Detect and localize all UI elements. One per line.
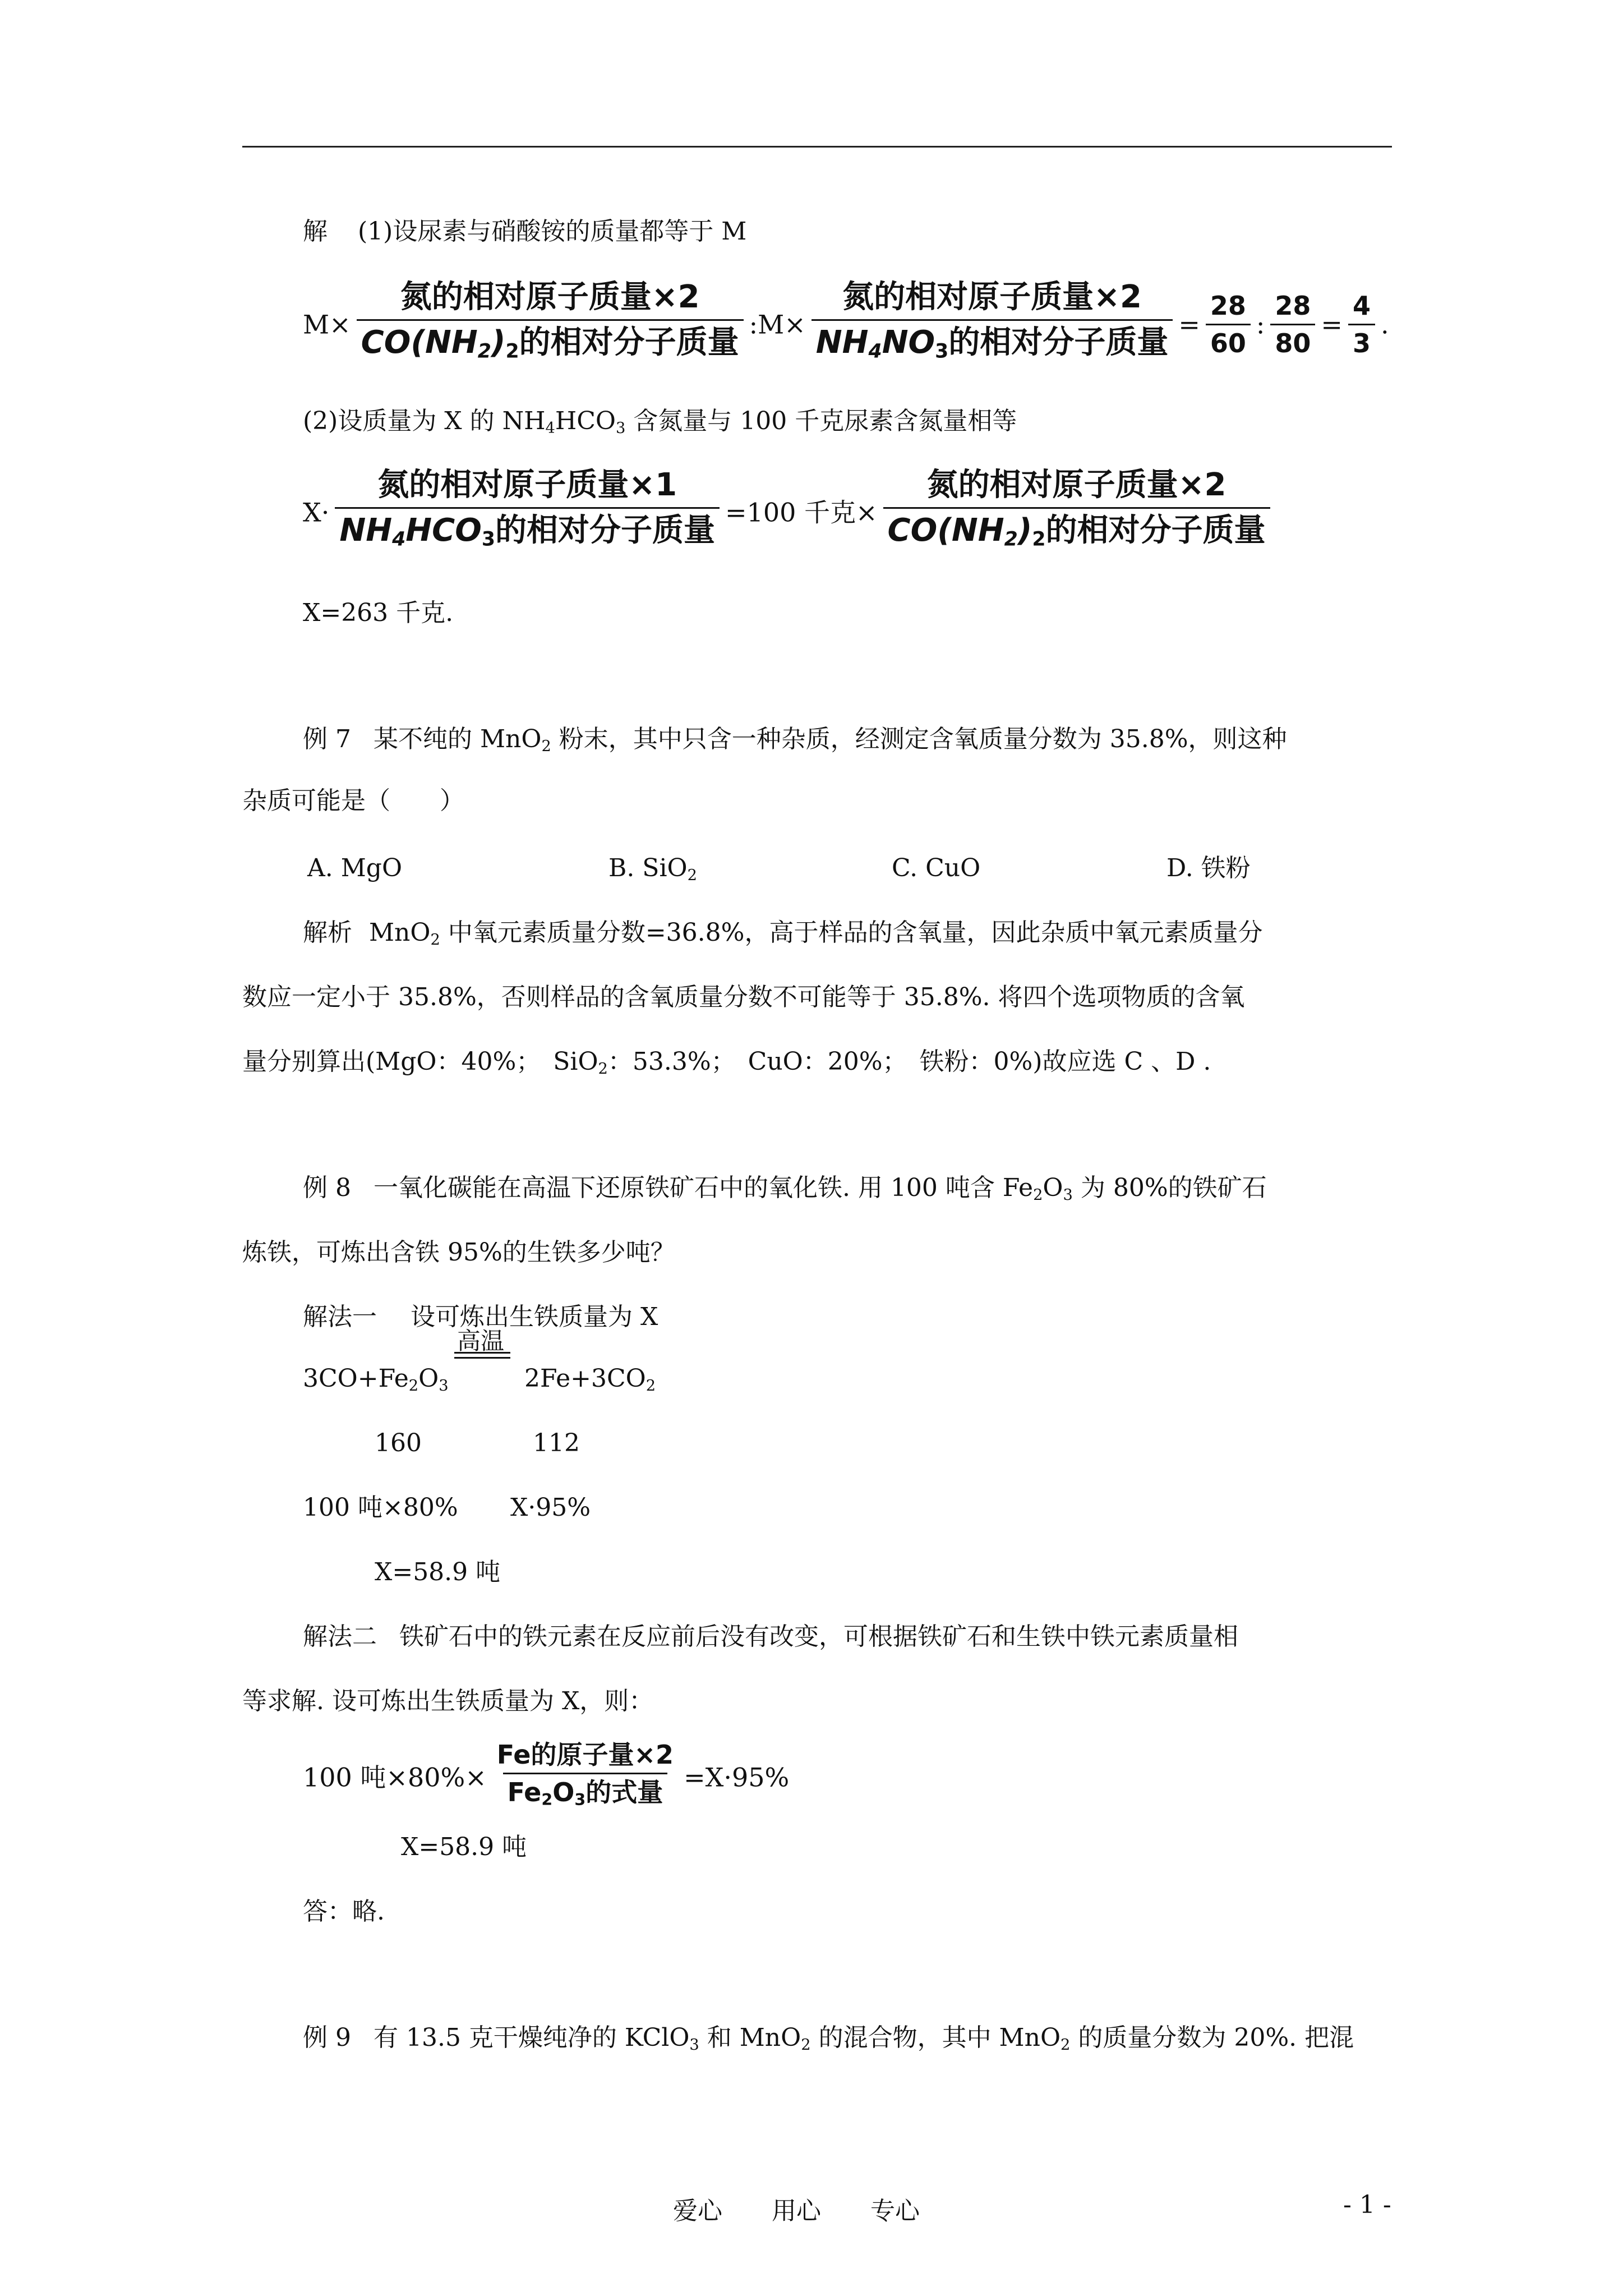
equation-2 [303,466,1276,559]
molar-mass-1: 160 [375,1429,422,1457]
molar-mass-2: 112 [533,1429,580,1457]
reaction-condition: 高温 [457,1327,505,1355]
example-8-label: 例 8 [303,1174,351,1202]
method-2-line-1: 解法二 铁矿石中的铁元素在反应前后没有改变，可根据铁矿石和生铁中铁元素质量相 [303,1622,1238,1651]
eq2-fraction-2 [883,466,1270,559]
answer-1: X=263 千克. [303,599,454,627]
reaction-products: $2Fe+3CO_2$ [524,1364,656,1395]
eq1-num2: 氮的相对原子质量×2 [842,279,1142,315]
eq1-colon2: : [1256,309,1265,340]
eq2-mid: =100 千克× [725,497,878,528]
eq1-m: M× [303,309,351,340]
footer-text: 爱心 用心 专心 [673,2197,920,2225]
answer-8: 答：略. [303,1897,385,1926]
option-b: B. SiO$_2$ [608,854,697,884]
eq2-den1: $NH_4HCO_3$的相对分子质量 [335,507,720,559]
reaction-arrow [454,1352,510,1359]
known-quantity: 100 吨×80% [303,1493,458,1522]
result-1: X=58.9 吨 [375,1558,501,1586]
eq2-fraction-1 [335,466,720,559]
method-1-label: 解法一 [303,1303,377,1331]
example-9-label: 例 9 [303,2023,351,2052]
example-7-label: 例 7 [303,725,351,753]
example-8-line-1: 例 8 一氧化碳能在高温下还原铁矿石中的氧化铁. 用 100 吨含 $Fe_2O_3$ 为 80%的铁矿石 [303,1174,1267,1204]
eq2-den2: $CO(NH_2)_2$的相对分子质量 [883,507,1270,559]
eq2-x: X· [303,497,330,528]
option-d: D. 铁粉 [1166,854,1251,882]
part1-line [303,216,746,247]
example-9-line-1: 例 9 有 13.5 克干燥纯净的 KClO$_3$ 和 MnO$_2$ 的混合物，其中 MnO$_2$ 的质量分数为 20%. 把混 [303,2023,1354,2054]
eq1-colon-m: :M× [749,309,806,340]
analysis-line-1: 解析 MnO$_2$ 中氧元素质量分数=36.8%，高于样品的含氧量，因此杂质中氧元素质量分 [303,918,1263,949]
eq1-equals: = [1178,309,1200,340]
eq1-fraction-1 [357,278,744,371]
eq1-num1: 氮的相对原子质量×2 [400,279,700,315]
reaction-reactants: $3CO+Fe_2O_3$ [303,1364,449,1395]
eq1-equals-2: = [1321,309,1343,340]
method-2-equation: 100 吨×80%× $\frac{\text{Fe的原子量×2}}{Fe_2O_3的式量}$ =X·95% [303,1739,789,1816]
header-rule [242,146,1392,148]
option-a: A. MgO [307,854,403,882]
ratio-28-60: $\frac{28}{60}$ [1206,290,1251,359]
method-2-line-2: 等求解. 设可炼出生铁质量为 X，则： [242,1687,654,1715]
analysis-line-3: 量分别算出(MgO：40%； SiO$_2$：53.3%； CuO：20%； 铁粉：0%)故应选 C 、D . [242,1047,1211,1078]
part2-line: (2)设质量为 X 的 $NH_4HCO_3$ 含氮量与 100 千克尿素含氮量相等 [303,407,1017,437]
method-1-line: 解法一 设可炼出生铁质量为 X [303,1303,658,1331]
result-2: X=58.9 吨 [401,1833,527,1861]
analysis-label: 解析 [303,918,352,947]
example-7-line-2: 杂质可能是（ ） [242,786,464,815]
eq1-den2: $NH_4NO_3$的相对分子质量 [811,319,1173,371]
eq2-num1: 氮的相对原子质量×1 [377,467,677,503]
ratio-28-80: $\frac{28}{80}$ [1270,290,1315,359]
fe-fraction: $\frac{\text{Fe的原子量×2}}{Fe_2O_3的式量}$ [492,1739,678,1816]
analysis-line-2: 数应一定小于 35.8%，否则样品的含氧质量分数不可能等于 35.8%. 将四个选项物质的含氧 [242,983,1245,1011]
eq1-fraction-2 [811,278,1173,371]
eq2-num2: 氮的相对原子质量×2 [926,467,1227,503]
example-8-line-2: 炼铁，可炼出含铁 95%的生铁多少吨？ [242,1238,675,1267]
unknown-quantity: X·95% [510,1493,591,1522]
ratio-4-3: $\frac{4}{3}$ [1348,290,1375,359]
eq1-den1: $CO(NH_2)_2$的相对分子质量 [357,319,744,371]
option-c: C. CuO [892,854,981,882]
eq1-period: . [1380,309,1389,340]
part1-text: (1)设尿素与硝酸铵的质量都等于 M [358,217,747,246]
example-7-line-1: 例 7 某不纯的 MnO$_2$ 粉末，其中只含一种杂质，经测定含氧质量分数为 35.8%，则这种 [303,725,1287,755]
method-2-label: 解法二 [303,1622,377,1651]
equation-1 [303,278,1389,371]
page-number: - 1 - [1343,2191,1391,2219]
solution-label: 解 [303,217,328,246]
